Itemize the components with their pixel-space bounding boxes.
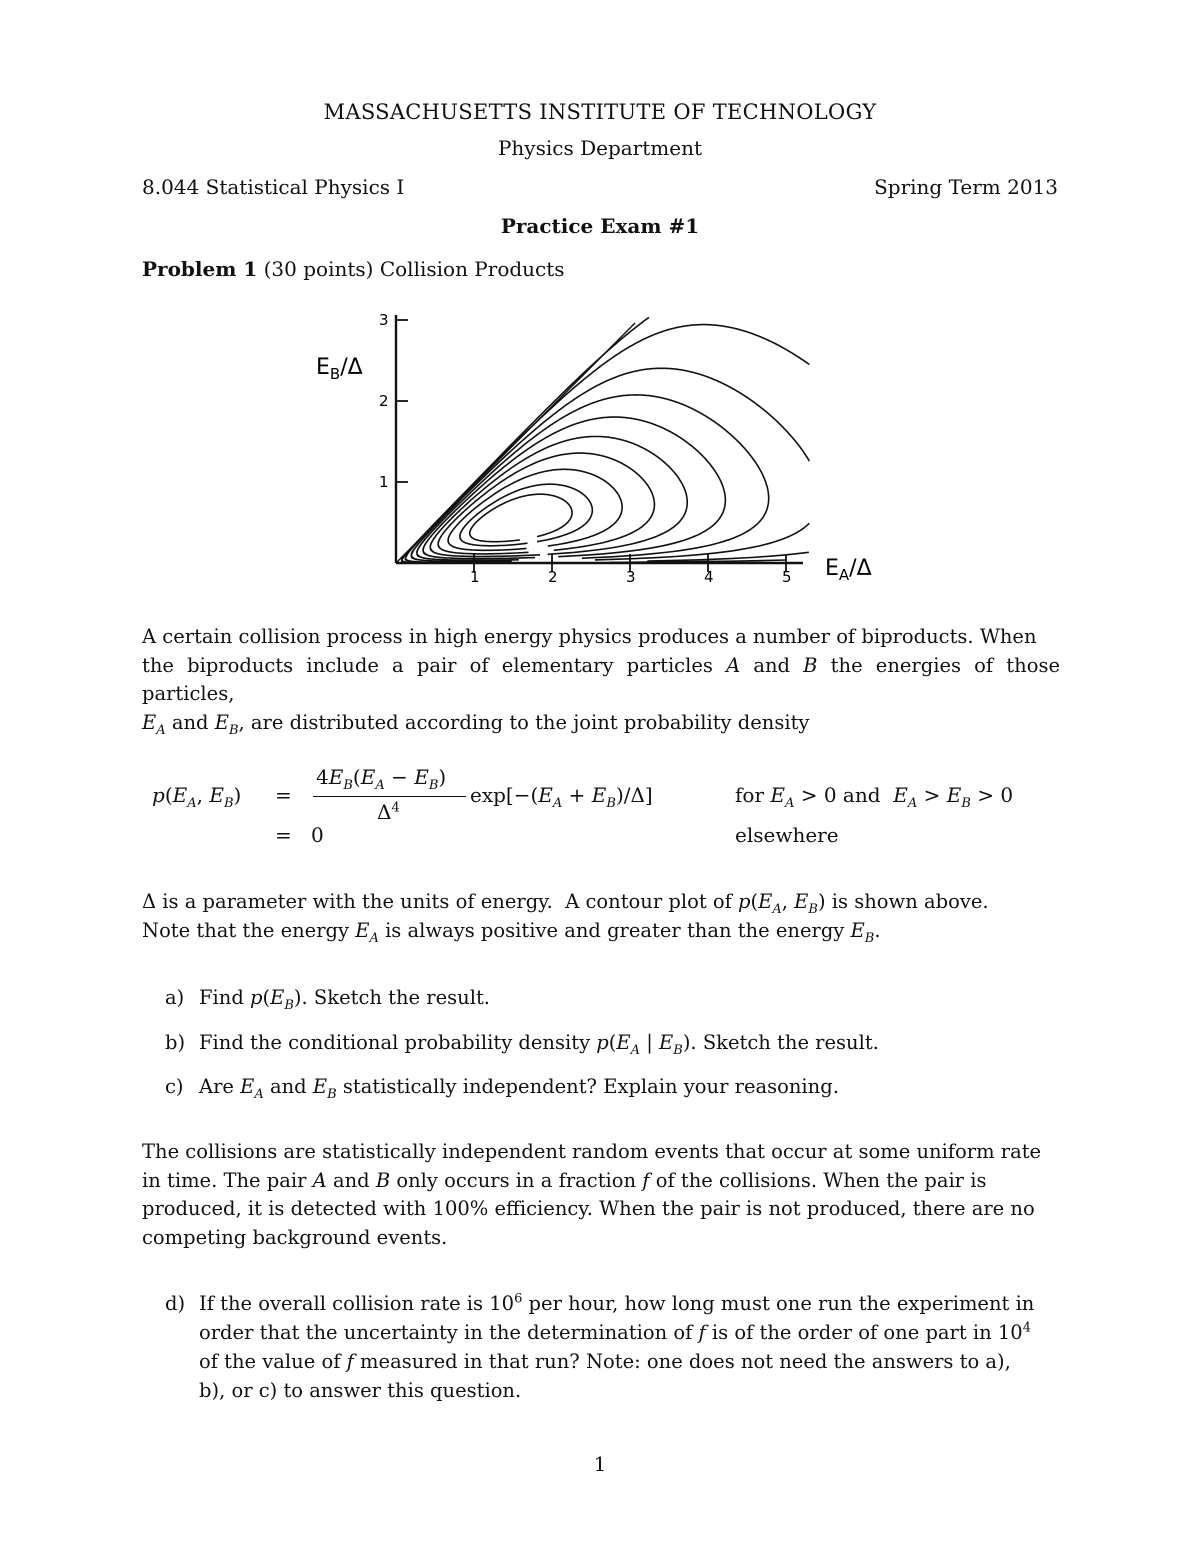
institution-title: MASSACHUSETTS INSTITUTE OF TECHNOLOGY	[323, 100, 877, 124]
collision-line-2: in time. The pair A and B only occurs in a fraction f of the collisions. When the pair is	[142, 1168, 987, 1192]
question-c-label: c)	[165, 1075, 184, 1098]
intro-line-1: A certain collision process in high energy physics produces a number of biproducts. When	[142, 625, 1037, 648]
problem-points: (30 points)	[263, 257, 374, 281]
question-d-line-1: If the overall collision rate is $10^6$ per hour, how long must one run the experiment in	[199, 1291, 1035, 1315]
contour-line	[405, 325, 809, 563]
question-a-text: Find $p(E_B)$. Sketch the result.	[199, 986, 490, 1013]
question-a-label: a)	[165, 986, 185, 1009]
collision-line-1: The collisions are statistically independent random events that occur at some uniform rate	[142, 1140, 1042, 1163]
question-d-line-3: of the value of f measured in that run? Note: one does not need the answers to a),	[199, 1350, 1011, 1373]
department-title: Physics Department	[497, 136, 703, 160]
question-d-text	[199, 1289, 1060, 1405]
x-axis-label: $E_A/\Delta$	[825, 556, 872, 584]
y-tick-label: 3	[379, 311, 389, 329]
eq-numerator: $4E_B(E_A - E_B)$	[316, 765, 447, 793]
intro-line-2: the biproducts include a pair of elementary particles A and B the energies of those particles,	[142, 653, 1060, 705]
problem-label: Problem 1	[142, 257, 258, 281]
question-c-text: Are $E_A$ and $E_B$ statistically independent? Explain your reasoning.	[199, 1075, 839, 1102]
x-tick-label: 3	[626, 568, 636, 586]
question-b-text: Find the conditional probability density $p(E_A$ | $E_B$). Sketch the result.	[199, 1031, 879, 1058]
term-label: Spring Term 2013	[874, 175, 1058, 199]
eq-condition-1: for $E_A > 0$ and $E_A > E_B > 0$	[735, 783, 1014, 811]
problem-title: Collision Products	[379, 257, 565, 281]
y-tick-label: 2	[379, 392, 389, 410]
collision-line-4: competing background events.	[142, 1225, 448, 1249]
y-axis-label: $E_B/\Delta$	[316, 355, 363, 383]
eq-sign-2: =	[275, 823, 292, 847]
eq-lhs: $p(E_A$, $E_B$)	[152, 783, 242, 811]
intro-paragraph	[142, 623, 1060, 737]
x-tick-label: 1	[470, 568, 480, 586]
y-tick-label: 1	[379, 473, 389, 491]
question-b-label: b)	[165, 1031, 186, 1054]
note-paragraph	[142, 888, 1060, 945]
y-ticks	[379, 311, 408, 491]
fraction-bar	[313, 796, 466, 797]
collision-line-3: produced, it is detected with 100% efficiency. When the pair is not produced, there are no	[142, 1197, 1035, 1220]
question-d-label: d)	[165, 1292, 186, 1315]
note-line-1: Δ is a parameter with the units of energy. A contour plot of $p(E_A$, $E_B$) is shown above.	[142, 890, 989, 917]
x-tick-label: 5	[782, 568, 792, 586]
eq-zero: 0	[311, 823, 324, 847]
contour-plot	[0, 0, 1200, 620]
question-d-line-4: b), or c) to answer this question.	[199, 1379, 522, 1402]
exam-title: Practice Exam #1	[500, 214, 700, 238]
boundary-line	[396, 323, 635, 563]
note-line-2: Note that the energy $E_A$ is always positive and greater than the energy $E_B$.	[142, 918, 881, 946]
contour-line	[430, 437, 687, 557]
intro-line-3: $E_A$ and $E_B$, are distributed according to the joint probability density	[142, 710, 810, 738]
eq-sign-1: =	[275, 783, 292, 807]
eq-exponential: $\exp[-(E_A + E_B)/\Delta]$	[470, 783, 653, 811]
eq-denominator: $\Delta^4$	[377, 800, 400, 824]
question-d-line-2: order that the uncertainty in the determination of f is of the order of one part in $10^4$	[199, 1320, 1031, 1344]
contour-line	[402, 317, 787, 562]
contour-lines	[402, 317, 810, 562]
eq-condition-2: elsewhere	[735, 823, 839, 847]
page-number: 1	[593, 1452, 607, 1476]
x-tick-label: 2	[548, 568, 558, 586]
question-d	[142, 1289, 1060, 1409]
collision-paragraph	[142, 1138, 1060, 1252]
x-tick-label: 4	[704, 568, 714, 586]
course-name: 8.044 Statistical Physics I	[142, 175, 405, 199]
